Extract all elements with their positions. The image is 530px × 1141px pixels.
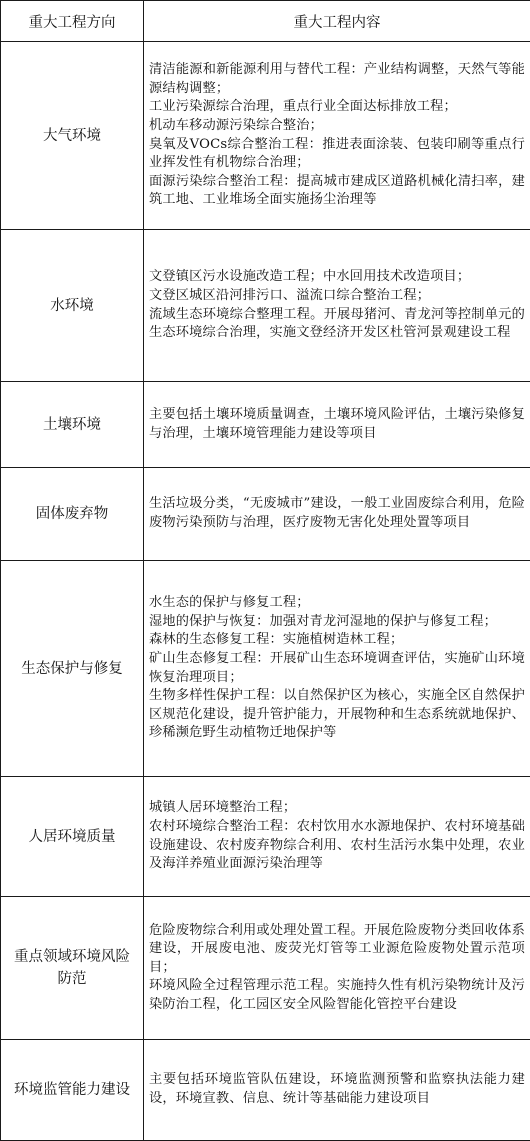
row-direction: 生态保护与修复 [1, 561, 144, 777]
table-row [1, 230, 530, 382]
content-line: 森林的生态修复工程：实施植树造林工程； [149, 631, 525, 650]
table-row [1, 42, 530, 230]
table-row [1, 1040, 530, 1141]
content-line: 湿地的保护与恢复：加强对青龙河湿地的保护与修复工程； [149, 613, 525, 632]
content-line: 流域生态环境综合整理工程。开展母猪河、青龙河等控制单元的生态环境综合治理，实施文登经济开发区杜管河景观建设工程 [149, 306, 525, 343]
header-content: 重大工程内容 [144, 1, 530, 42]
content-line: 文登镇区污水设施改造工程；中水回用技术改造项目； [149, 268, 525, 287]
content-line: 危险废物综合利用或处理处置工程。开展危险废物分类回收体系建设，开展废电池、废荧光灯管等工业源危险废物处置示范项目； [149, 922, 525, 978]
row-content [144, 468, 530, 561]
table-row [1, 468, 530, 561]
content-line: 矿山生态修复工程：开展矿山生态环境调查评估，实施矿山环境恢复治理项目； [149, 650, 525, 687]
content-line: 水生态的保护与修复工程； [149, 594, 525, 613]
header-row [1, 1, 530, 42]
table-row [1, 561, 530, 777]
row-direction: 人居环境质量 [1, 777, 144, 897]
content-line: 环境风险全过程管理示范工程。实施持久性有机污染物统计及污染防治工程，化工园区安全风险智能化管控平台建设 [149, 977, 525, 1014]
content-line: 生活垃圾分类，“无废城市”建设，一般工业固废综合利用，危险废物污染预防与治理，医疗废物无害化处理处置等项目 [149, 495, 525, 532]
row-direction: 大气环境 [1, 42, 144, 230]
row-direction: 环境监管能力建设 [1, 1040, 144, 1141]
content-line: 臭氧及VOCs综合整治工程：推进表面涂装、包装印刷等重点行业挥发性有机物综合治理； [149, 136, 525, 173]
row-direction: 重点领域环境风险防范 [1, 897, 144, 1040]
content-line: 机动车移动源污染综合整治； [149, 117, 525, 136]
content-line: 主要包括环境监管队伍建设，环境监测预警和监察执法能力建设，环境宣教、信息、统计等基础能力建设项目 [149, 1071, 525, 1108]
row-direction: 固体废弃物 [1, 468, 144, 561]
row-content [144, 1040, 530, 1141]
row-content [144, 382, 530, 468]
row-content [144, 230, 530, 382]
table-row [1, 382, 530, 468]
content-line: 生物多样性保护工程：以自然保护区为核心，实施全区自然保护区规范化建设，提升管护能力，开展物种和生态系统就地保护、珍稀濒危野生动植物迁地保护等 [149, 687, 525, 743]
row-content [144, 897, 530, 1040]
table-row [1, 897, 530, 1040]
row-direction: 土壤环境 [1, 382, 144, 468]
row-content [144, 42, 530, 230]
row-content [144, 777, 530, 897]
content-line: 主要包括土壤环境质量调查，土壤环境风险评估，土壤污染修复与治理，土壤环境管理能力建设等项目 [149, 406, 525, 443]
content-line: 面源污染综合整治工程：提高城市建成区道路机械化清扫率，建筑工地、工业堆场全面实施扬尘治理等 [149, 173, 525, 210]
content-line: 农村环境综合整治工程：农村饮用水水源地保护、农村环境基础设施建设、农村废弃物综合利用、农村生活污水集中处理，农业及海洋养殖业面源污染治理等 [149, 818, 525, 874]
content-line: 城镇人居环境整治工程； [149, 799, 525, 818]
content-line: 工业污染源综合治理，重点行业全面达标排放工程； [149, 98, 525, 117]
content-line: 清洁能源和新能源利用与替代工程：产业结构调整，天然气等能源结构调整； [149, 61, 525, 98]
row-content [144, 561, 530, 777]
row-direction: 水环境 [1, 230, 144, 382]
table-body [1, 1, 530, 1141]
table-row [1, 777, 530, 897]
header-direction: 重大工程方向 [1, 1, 144, 42]
content-line: 文登区城区沿河排污口、溢流口综合整治工程； [149, 287, 525, 306]
